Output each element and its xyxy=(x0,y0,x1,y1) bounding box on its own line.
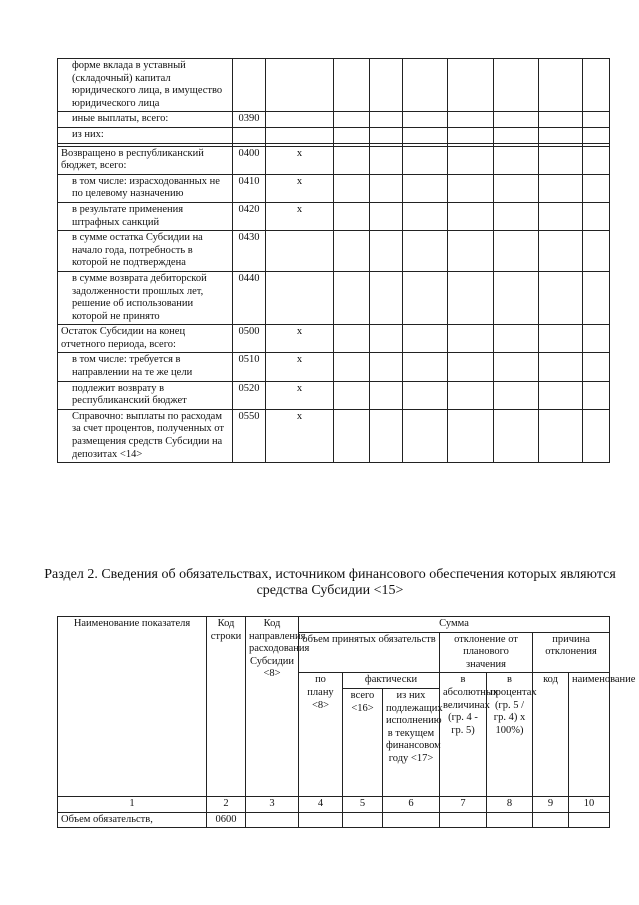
value-cell xyxy=(334,59,370,112)
value-cell xyxy=(403,59,448,112)
value-cell xyxy=(370,112,403,128)
value-cell xyxy=(334,231,370,272)
value-cell xyxy=(539,112,583,128)
value-cell xyxy=(403,231,448,272)
table-row xyxy=(58,381,610,409)
col-number: 5 xyxy=(343,796,383,812)
value-cell xyxy=(494,231,539,272)
table-row xyxy=(58,353,610,381)
direction-mark: x xyxy=(266,202,334,230)
value-cell xyxy=(539,59,583,112)
value-cell xyxy=(494,409,539,462)
value-cell xyxy=(448,174,494,202)
row-code xyxy=(233,127,266,143)
row-label: в сумме остатка Субсидии на начало года, потребность в которой не подтверждена xyxy=(58,231,233,272)
value-cell xyxy=(403,174,448,202)
value-cell xyxy=(583,409,610,462)
row-code: 0520 xyxy=(233,381,266,409)
table-row xyxy=(58,174,610,202)
header-naim: наименование xyxy=(569,673,610,797)
header-deviation: отклонение от планового значения xyxy=(440,632,533,673)
value-cell xyxy=(370,381,403,409)
direction-mark: x xyxy=(266,325,334,353)
row-code: 0420 xyxy=(233,202,266,230)
value-cell xyxy=(583,271,610,324)
row-label: Возвращено в республиканский бюджет, всего: xyxy=(58,146,233,174)
direction-mark: x xyxy=(266,381,334,409)
value-cell xyxy=(370,146,403,174)
value-cell xyxy=(448,127,494,143)
header-code: Код строки xyxy=(207,617,246,797)
value-cell xyxy=(370,409,403,462)
header-direction: Код направления расходования Субсидии <8> xyxy=(246,617,299,797)
section2-title: Раздел 2. Сведения об обязательствах, источником финансового обеспечения которых являются средства Субсидии <15> xyxy=(44,567,616,598)
table-row xyxy=(58,112,610,128)
row-label: в том числе: израсходованных не по целевому назначению xyxy=(58,174,233,202)
value-cell xyxy=(448,353,494,381)
direction-mark xyxy=(266,271,334,324)
header-name: Наименование показателя xyxy=(58,617,207,797)
value-cell xyxy=(448,271,494,324)
row-code: 0600 xyxy=(207,812,246,828)
row-label: подлежит возврату в республиканский бюджет xyxy=(58,381,233,409)
value-cell xyxy=(334,325,370,353)
col-number: 8 xyxy=(487,796,533,812)
row-code: 0550 xyxy=(233,409,266,462)
subsidy-report-table xyxy=(57,58,610,463)
value-cell xyxy=(583,174,610,202)
col-number: 4 xyxy=(299,796,343,812)
obligations-table xyxy=(57,616,636,828)
value-cell xyxy=(494,146,539,174)
row-label: в сумме возврата дебиторской задолженности прошлых лет, решение об использовании которой не принято xyxy=(58,271,233,324)
col-number: 3 xyxy=(246,796,299,812)
value-cell xyxy=(403,353,448,381)
value-cell xyxy=(334,381,370,409)
value-cell xyxy=(403,112,448,128)
row-code: 0390 xyxy=(233,112,266,128)
value-cell xyxy=(334,353,370,381)
value-cell xyxy=(539,271,583,324)
value-cell xyxy=(403,146,448,174)
value-cell xyxy=(448,231,494,272)
header-fact: фактически xyxy=(343,673,440,689)
header-pct: в процентах (гр. 5 / гр. 4) x 100%) xyxy=(487,673,533,797)
value-cell xyxy=(583,59,610,112)
table-row xyxy=(58,325,610,353)
row-label: Объем обязательств, xyxy=(58,812,207,828)
table-row xyxy=(58,146,610,174)
header-obligations: объем принятых обязательств xyxy=(299,632,440,673)
direction-mark xyxy=(266,59,334,112)
table-row xyxy=(58,231,610,272)
value-cell xyxy=(539,202,583,230)
row-code: 0430 xyxy=(233,231,266,272)
col-number: 6 xyxy=(383,796,440,812)
value-cell xyxy=(583,381,610,409)
header-plan: по плану <8> xyxy=(299,673,343,797)
direction-mark: x xyxy=(266,174,334,202)
value-cell xyxy=(494,174,539,202)
value-cell xyxy=(370,231,403,272)
col-number: 1 xyxy=(58,796,207,812)
value-cell xyxy=(403,381,448,409)
table-row xyxy=(58,202,610,230)
row-code: 0510 xyxy=(233,353,266,381)
direction-mark xyxy=(266,231,334,272)
value-cell xyxy=(494,202,539,230)
row-label: в результате применения штрафных санкций xyxy=(58,202,233,230)
value-cell xyxy=(370,127,403,143)
value-cell xyxy=(403,127,448,143)
row-code: 0500 xyxy=(233,325,266,353)
table-row xyxy=(58,127,610,143)
value-cell xyxy=(583,146,610,174)
value-cell xyxy=(448,325,494,353)
col-number: 10 xyxy=(569,796,610,812)
row-label: Остаток Субсидии на конец отчетного периода, всего: xyxy=(58,325,233,353)
direction-mark: x xyxy=(266,409,334,462)
value-cell xyxy=(403,202,448,230)
value-cell xyxy=(539,146,583,174)
value-cell xyxy=(370,353,403,381)
value-cell xyxy=(583,112,610,128)
value-cell xyxy=(494,59,539,112)
header-reason: причина отклонения xyxy=(533,632,610,673)
col-number: 7 xyxy=(440,796,487,812)
col-number: 9 xyxy=(533,796,569,812)
row-label: из них: xyxy=(58,127,233,143)
row-label: иные выплаты, всего: xyxy=(58,112,233,128)
value-cell xyxy=(583,353,610,381)
direction-mark: x xyxy=(266,146,334,174)
value-cell xyxy=(583,231,610,272)
header-total: всего <16> xyxy=(343,688,383,796)
header-abs: в абсолютных величинах (гр. 4 - гр. 5) xyxy=(440,673,487,797)
value-cell xyxy=(494,127,539,143)
value-cell xyxy=(539,231,583,272)
value-cell xyxy=(494,325,539,353)
value-cell xyxy=(539,409,583,462)
value-cell xyxy=(334,202,370,230)
value-cell xyxy=(539,127,583,143)
value-cell xyxy=(494,381,539,409)
table-row xyxy=(58,271,610,324)
value-cell xyxy=(370,174,403,202)
value-cell xyxy=(539,353,583,381)
table-row xyxy=(58,409,610,462)
value-cell xyxy=(334,174,370,202)
value-cell xyxy=(448,112,494,128)
value-cell xyxy=(370,271,403,324)
header-sum: Сумма xyxy=(299,617,610,633)
value-cell xyxy=(583,325,610,353)
value-cell xyxy=(334,146,370,174)
value-cell xyxy=(583,202,610,230)
value-cell xyxy=(334,112,370,128)
value-cell xyxy=(370,202,403,230)
value-cell xyxy=(448,409,494,462)
value-cell xyxy=(539,381,583,409)
row-code: 0440 xyxy=(233,271,266,324)
value-cell xyxy=(370,325,403,353)
value-cell xyxy=(448,59,494,112)
header-kod: код xyxy=(533,673,569,797)
header-due: из них подлежащих исполнению в текущем финансовом году <17> xyxy=(383,688,440,796)
direction-mark xyxy=(266,112,334,128)
value-cell xyxy=(494,271,539,324)
value-cell xyxy=(334,409,370,462)
value-cell xyxy=(494,112,539,128)
row-label: в том числе: требуется в направлении на те же цели xyxy=(58,353,233,381)
value-cell xyxy=(583,127,610,143)
value-cell xyxy=(448,381,494,409)
value-cell xyxy=(370,59,403,112)
col-number: 2 xyxy=(207,796,246,812)
value-cell xyxy=(403,271,448,324)
direction-mark xyxy=(266,127,334,143)
value-cell xyxy=(334,271,370,324)
value-cell xyxy=(448,146,494,174)
row-label: форме вклада в уставный (складочный) капитал юридического лица, в имущество юридического лица xyxy=(58,59,233,112)
value-cell xyxy=(448,202,494,230)
value-cell xyxy=(403,325,448,353)
value-cell xyxy=(494,353,539,381)
row-code xyxy=(233,59,266,112)
value-cell xyxy=(403,409,448,462)
row-label: Справочно: выплаты по расходам за счет процентов, полученных от размещения средств Субсидии на депозитах <14> xyxy=(58,409,233,462)
value-cell xyxy=(539,174,583,202)
row-code: 0410 xyxy=(233,174,266,202)
table-row xyxy=(58,59,610,112)
value-cell xyxy=(334,127,370,143)
row-code: 0400 xyxy=(233,146,266,174)
direction-mark: x xyxy=(266,353,334,381)
value-cell xyxy=(539,325,583,353)
